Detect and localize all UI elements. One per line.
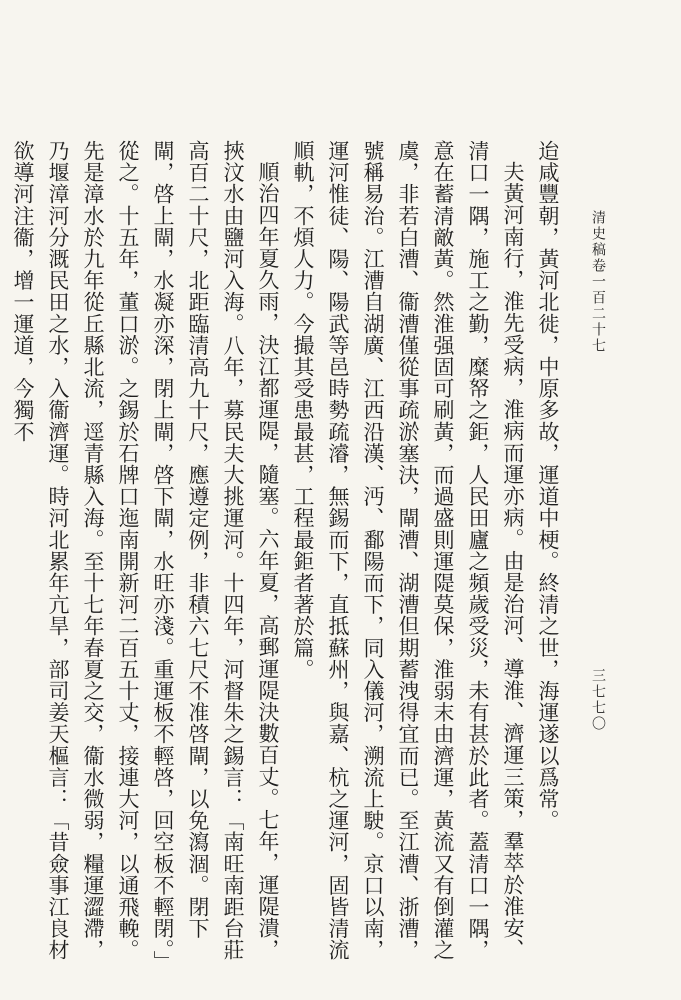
page-number: 三七七〇 [590, 668, 606, 732]
running-header: 清史稿卷一百二十七 [590, 210, 606, 354]
body-text [5, 140, 565, 970]
paragraph: 夫黃河南行，淮先受病，淮病而運亦病。由是治河、導淮、濟運三策，羣萃於淮安、清口一隅，施工之勤，糜帑之鉅，人民田廬之頻歲受災，未有甚於此者。蓋清口一隅，意在蓄清敵黃。然淮强固可刷黃，而過盛則運隄莫保，淮弱末由濟運，黃流又有倒灌之虞，非若白漕、衞漕僅從事疏淤塞決，閘漕、湖漕但期蓄洩得宜而已。至江漕、浙漕，號稱易治。江漕自湖廣、江西沿漢、沔、鄱陽而下，同入儀河，溯流上駛。京口以南，運河惟徒、陽、陽武等邑時勢疏濬，無錫而下，直抵蘇州，與嘉、杭之運河，固皆清流順軌，不煩人力。今撮其受患最甚，工程最鉅者著於篇。 [291, 140, 525, 961]
paragraph: 順治四年夏久雨，決江都運隄，隨塞。六年夏，高郵運隄決數百丈。七年，運隄潰，挾汶水由鹽河入海。八年，募民夫大挑運河。十四年，河督朱之錫言：「南旺南距台莊高百二十尺，北距臨清高九十尺，應遵定例，非積六七尺不准啓閘，以免瀉涸。閉下閘，啓上閘，水凝亦深，閉上閘，啓下閘，水旺亦淺。重運板不輕啓，回空板不輕閉。」從之。十五年，董口淤。之錫於石牌口迤南開新河二百五十丈，接連大河，以通飛輓。先是漳水於九年從丘縣北流，逕青縣入海。至十七年春夏之交，衞水微弱，糧運澀滯，乃堰漳河分溉民田之水，入衞濟運。時河北累年亢旱，部司姜天樞言：「昔僉事江良材欲導河注衞，增一運道，今獨不 [11, 140, 280, 962]
paragraph: 迨咸豐朝，黃河北徙，中原多故，運道中梗。終清之世，海運遂以爲常。 [536, 140, 560, 832]
